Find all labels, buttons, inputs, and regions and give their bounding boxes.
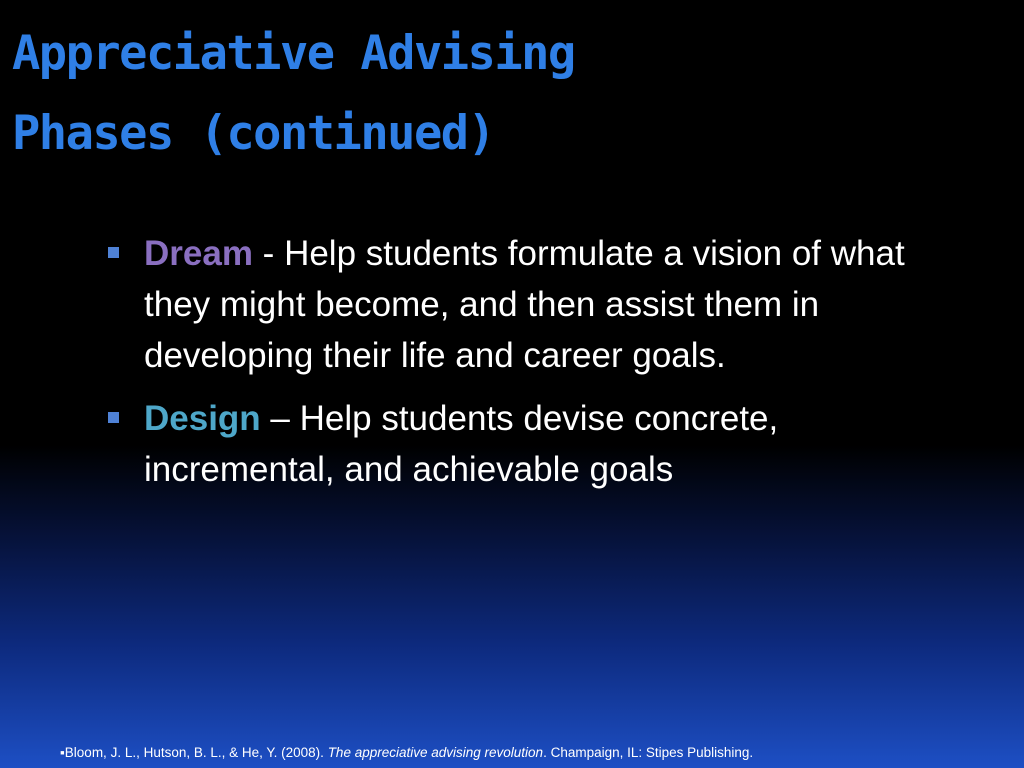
bullet-term-design: Design [144,399,261,438]
citation-publisher: . Champaign, IL: Stipes Publishing. [543,745,754,760]
bullet-text-design: Help students devise concrete, incremental, and achievable goals [144,399,779,489]
citation-marker: ▪ [60,745,65,760]
bullet-text-dream: Help students formulate a vision of what they might become, and then assist them in developing their life and career goals. [144,234,905,375]
slide-title-line-1: Appreciative Advising [12,26,575,81]
bullet-item-dream [108,228,938,381]
bullet-separator: – [260,399,300,438]
square-bullet-icon [108,412,119,423]
square-bullet-icon [108,247,119,258]
citation-authors: Bloom, J. L., Hutson, B. L., & He, Y. (2008). [64,745,328,760]
citation-book-title: The appreciative advising revolution [327,745,544,760]
bullet-list [108,228,938,507]
citation [60,744,753,762]
bullet-item-design [108,393,938,495]
bullet-term-dream: Dream [144,234,253,273]
bullet-separator: - [252,234,285,273]
slide-title-line-2: Phases (continued) [12,106,495,161]
slide-title [12,14,575,174]
